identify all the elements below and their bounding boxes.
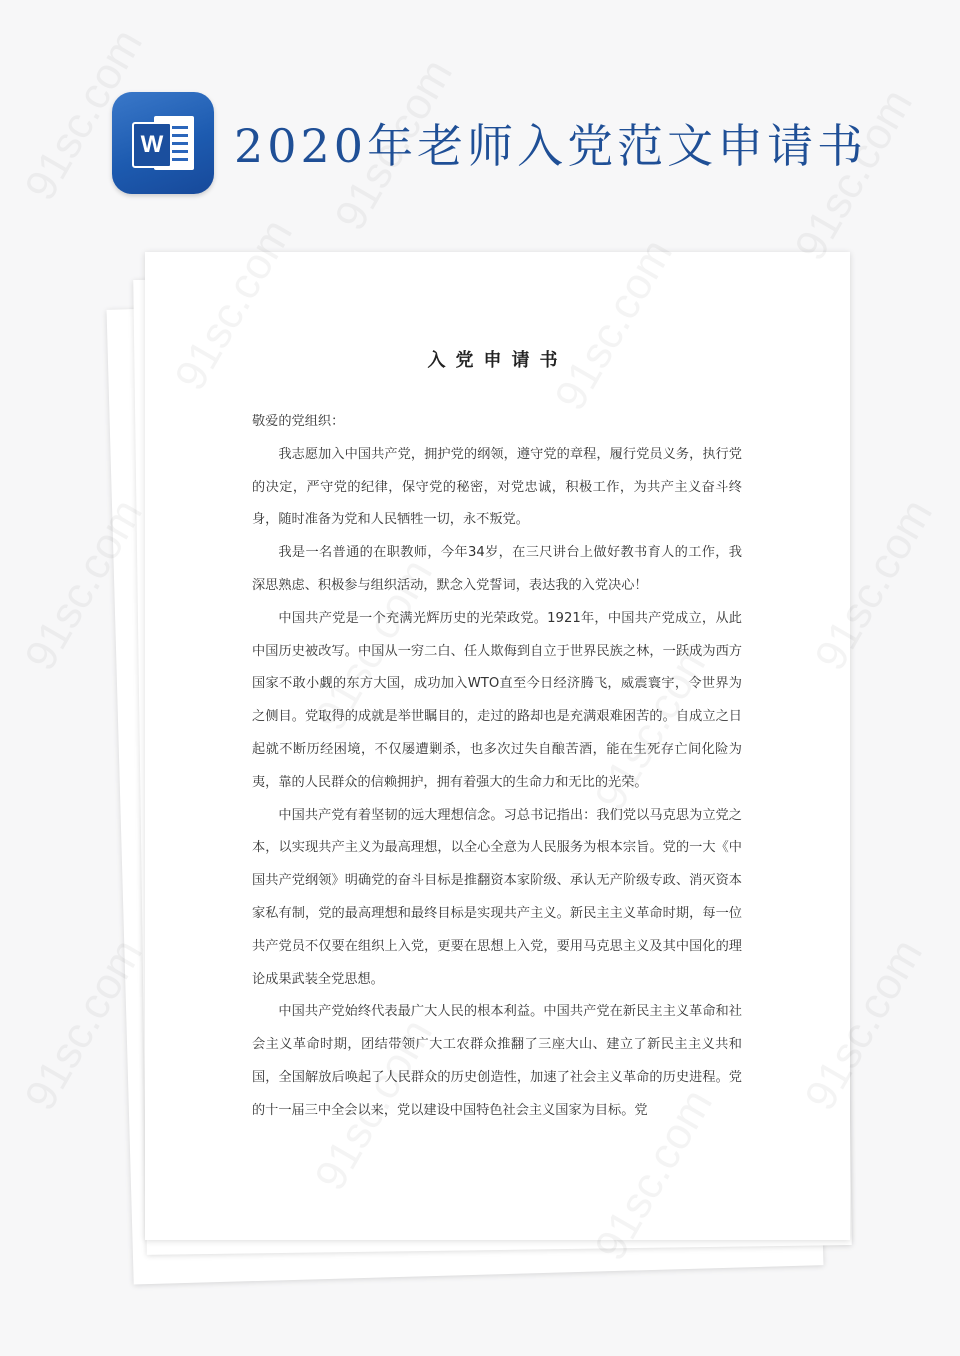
paragraph-1: 我志愿加入中国共产党，拥护党的纲领，遵守党的章程，履行党员义务，执行党的决定，严守党的纪律，保守党的秘密，对党忠诚，积极工作，为共产主义奋斗终身，随时准备为党和人民牺牲一切，永不叛党。 xyxy=(252,446,742,528)
document-page xyxy=(145,252,850,1240)
paragraph-3: 中国共产党是一个充满光辉历史的光荣政党。1921年，中国共产党成立，从此中国历史被改写。中国从一穷二白、任人欺侮到自立于世界民族之林，一跃成为西方国家不敢小觑的东方大国，成功加入WTO直至今日经济腾飞，威震寰宇，令世界为之侧目。党取得的成就是举世瞩目的，走过的路却也是充满艰难困苦的。自成立之日起就不断历经困境，不仅屡遭剿杀，也多次过失自酿苦酒，能在生死存亡间化险为夷，靠的人民群众的信赖拥护，拥有着强大的生命力和无比的光荣。 xyxy=(252,610,742,790)
page-title: 2020年老师入党范文申请书 xyxy=(234,119,868,173)
paragraph-2: 我是一名普通的在职教师，今年34岁，在三尺讲台上做好教书育人的工作，我深思熟虑、积极参与组织活动，默念入党誓词，表达我的入党决心！ xyxy=(252,545,742,593)
paragraph-4: 中国共产党有着坚韧的远大理想信念。习总书记指出：我们党以马克思为立党之本，以实现共产主义为最高理想，以全心全意为人民服务为根本宗旨。党的一大《中国共产党纲领》明确党的奋斗目标是推翻资本家阶级、承认无产阶级专政、消灭资本家私有制，党的最高理想和最终目标是实现共产主义。新民主主义革命时期，每一位共产党员不仅要在组织上入党，更要在思想上入党，要用马克思主义及其中国化的理论成果武装全党思想。 xyxy=(252,807,742,987)
salutation: 敬爱的党组织： xyxy=(252,414,345,429)
word-letter-badge: W xyxy=(132,122,172,168)
document-title: 入党申请书 xyxy=(427,350,568,371)
header xyxy=(0,0,960,240)
document-body xyxy=(252,406,742,1128)
paragraph-5: 中国共产党始终代表最广大人民的根本利益。中国共产党在新民主主义革命和社会主义革命时期，团结带领广大工农群众推翻了三座大山、建立了新民主主义共和国，全国解放后唤起了人民群众的历史创造性，加速了社会主义革命的历史进程。党的十一届三中全会以来，党以建设中国特色社会主义国家为目标。党 xyxy=(252,1004,742,1118)
word-icon xyxy=(112,92,214,194)
